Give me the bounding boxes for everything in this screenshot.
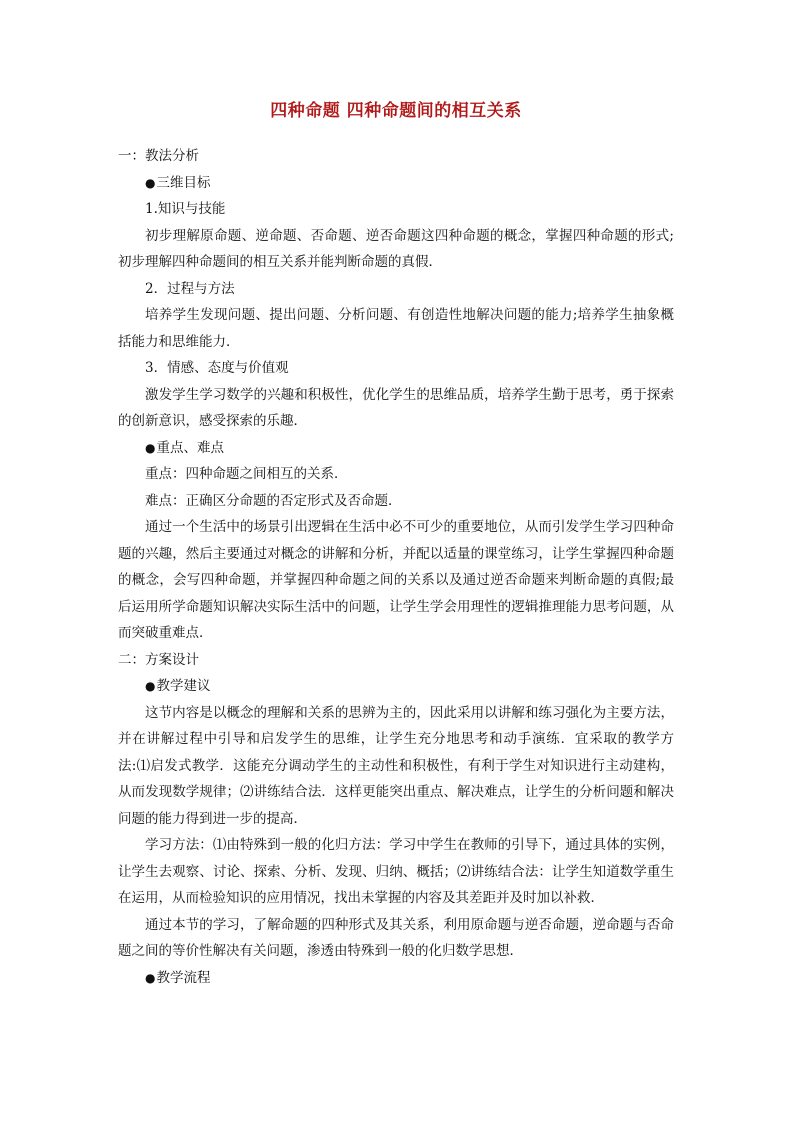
advice-paragraph: 这节内容是以概念的理解和关系的思辨为主的，因此采用以讲解和练习强化为主要方法，并在讲解过程中引导和启发学生的思维，让学生充分地思考和动手演练．宜采取的教学方法:⑴启发式教学．这能充分调动学生的主动性和积极性，有利于学生对知识进行主动建构，从而发现数学规律；⑵讲练结合法．这样更能突出重点、解决难点，让学生的分析问题和解决问题的能力得到进一步的提高． <box>118 704 674 827</box>
goal-emotion-text: 激发学生学习数学的兴趣和积极性，优化学生的思维品质，培养学生勤于思考，勇于探索的创新意识，感受探索的乐趣． <box>118 386 674 429</box>
section-heading-analysis: 一：教法分析 <box>118 148 199 164</box>
key-points-heading: ● 重点、难点 <box>118 435 674 462</box>
section-heading-design: 二：方案设计 <box>118 651 199 668</box>
goal-process-heading: 2．过程与方法 <box>145 280 235 297</box>
study-method-paragraph: 学习方法：⑴由特殊到一般的化归方法：学习中学生在教师的引导下，通过具体的实例，让学生去观察、讨论、探索、分析、发现、归纳、概括；⑵讲练结合法：让学生知道数学重生在运用，从而检验知识的应用情况，找出未掌握的内容及其差距并及时加以补救． <box>118 837 674 906</box>
flow-heading: ● 教学流程 <box>118 965 674 992</box>
goal-knowledge-heading: 1.知识与技能 <box>145 201 226 217</box>
goals-heading: ● 三维目标 <box>118 170 674 197</box>
goal-process-text: 培养学生发现问题、提出问题、分析问题、有创造性地解决问题的能力;培养学生抽象概括能力和思维能力． <box>118 307 674 350</box>
document-title: 四种命题 四种命题间的相互关系 <box>270 101 522 121</box>
key-point-text: 重点：四种命题之间相互的关系． <box>145 466 348 482</box>
summary-paragraph: 通过本节的学习，了解命题的四种形式及其关系，利用原命题与逆否命题，逆命题与否命题之间的等价性解决有关问题，渗透由特殊到一般的化归数学思想． <box>118 916 674 959</box>
goal-knowledge-text: 初步理解原命题、逆命题、否命题、逆否命题这四种命题的概念，掌握四种命题的形式;初步理解四种命题间的相互关系并能判断命题的真假． <box>118 227 674 270</box>
approach-paragraph: 通过一个生活中的场景引出逻辑在生活中必不可少的重要地位，从而引发学生学习四种命题的兴趣，然后主要通过对概念的讲解和分析，并配以适量的课堂练习，让学生掌握四种命题的概念，会写四种命题，并掌握四种命题之间的关系以及通过逆否命题来判断命题的真假;最后运用所学命题知识解决实际生活中的问题，让学生学会用理性的逻辑推理能力思考问题，从而突破重难点． <box>118 519 674 641</box>
advice-heading: ● 教学建议 <box>118 673 674 700</box>
goal-emotion-heading: 3．情感、态度与价值观 <box>145 360 289 376</box>
difficult-point-text: 难点：正确区分命题的否定形式及否命题． <box>145 492 402 509</box>
document-body <box>118 96 674 991</box>
